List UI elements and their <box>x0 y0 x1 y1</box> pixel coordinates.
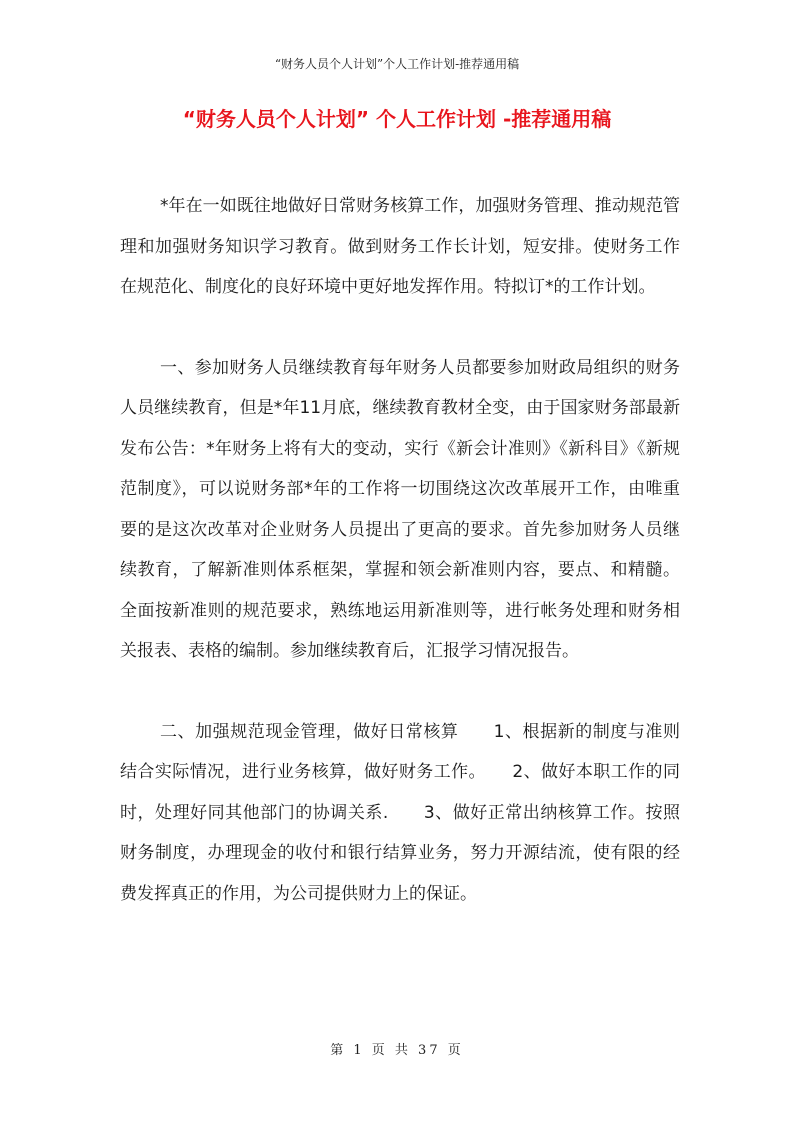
document-body <box>120 186 680 954</box>
running-header: “财务人员个人计划”个人工作计划-推荐通用稿 <box>274 57 520 71</box>
paragraph-section-1: 一、参加财务人员继续教育每年财务人员都要参加财政局组织的财务人员继续教育，但是*年11月底，继续教育教材全变，由于国家财务部最新发布公告：*年财务上将有大的变动，实行《新会计准则》《新科目》《新规范制度》，可以说财务部*年的工作将一切围绕这次改革展开工作，由唯重要的是这次改革对企业财务人员提出了更高的要求。首先参加财务人员继续教育，了解新准则体系框架，掌握和领会新准则内容，要点、和精髓。全面按新准则的规范要求，熟练地运用新准则等，进行帐务处理和财务相关报表、表格的编制。参加继续教育后，汇报学习情况报告。 <box>120 357 680 661</box>
paragraph-section-2: 二、加强规范现金管理，做好日常核算 1、根据新的制度与准则结合实际情况，进行业务核算，做好财务工作。 2、做好本职工作的同时，处理好同其他部门的协调关系. 3、做好正常出纳核算工作。按照财务制度，办理现金的收付和银行结算业务，努力开源结流，使有限的经费发挥真正的作用，为公司提供财力上的保证。 <box>120 721 680 904</box>
page-number-footer: 第 1 页 共 37 页 <box>330 1043 464 1058</box>
paragraph-intro: *年在一如既往地做好日常财务核算工作，加强财务管理、推动规范管理和加强财务知识学习教育。做到财务工作长计划，短安排。使财务工作在规范化、制度化的良好环境中更好地发挥作用。特拟订*的工作计划。 <box>120 196 680 297</box>
document-title: “财务人员个人计划” 个人工作计划 -推荐通用稿 <box>182 107 612 131</box>
